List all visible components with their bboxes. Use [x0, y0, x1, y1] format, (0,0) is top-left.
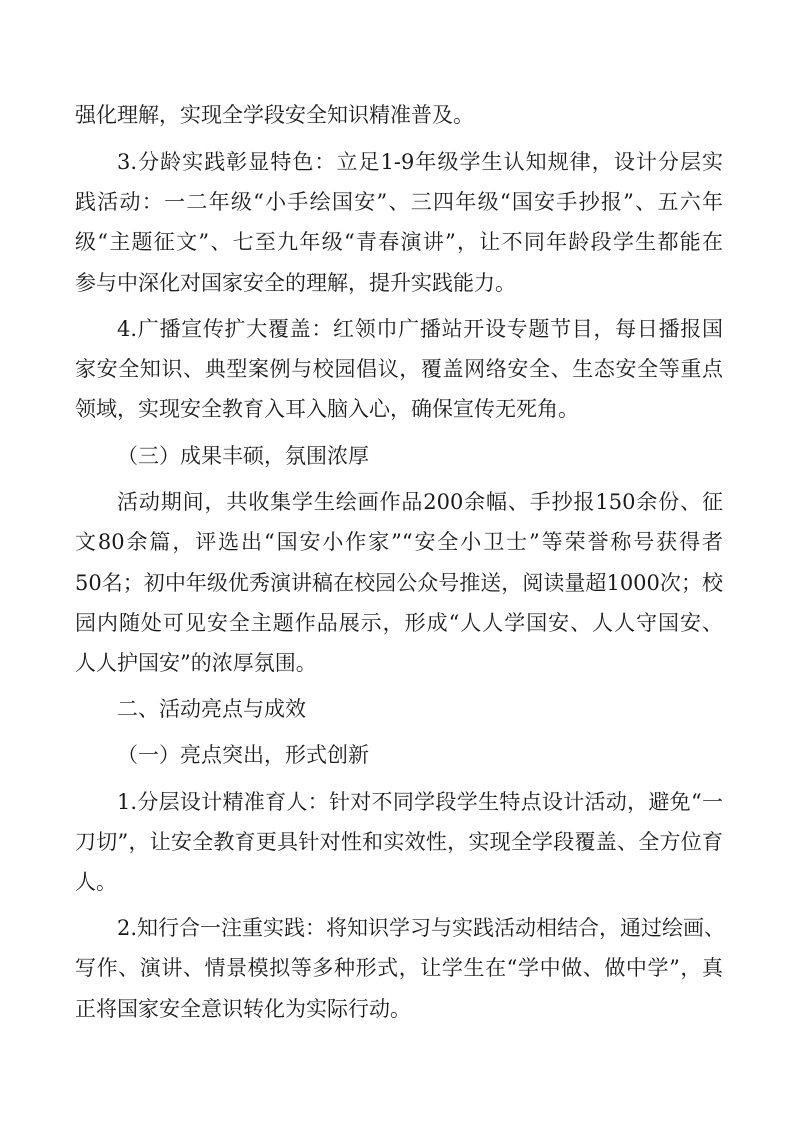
text-line: 正将国家安全意识转化为实际行动。	[75, 997, 411, 1021]
numbered-paragraph-4-title: 4.广播宣传扩大覆盖：红领巾广播站开设专题节目，每日播报国	[117, 317, 723, 341]
text-line: 领域，实现安全教育入耳入脑入心，确保宣传无死角。	[75, 397, 579, 421]
text-line: 强化理解，实现全学段安全知识精准普及。	[75, 103, 474, 127]
text-line: 级“主题征文”、七至九年级“青春演讲”，让不同年龄段学生都能在	[75, 230, 723, 254]
text-line: 人。	[75, 870, 117, 894]
numbered-paragraph-1-title: 1.分层设计精准育人：针对不同学段学生特点设计活动，避免“一	[117, 790, 723, 814]
text-line: 刀切”，让安全教育更具针对性和实效性，实现全学段覆盖、全方位育	[75, 830, 723, 854]
section-heading-innovation: （一）亮点突出，形式创新	[117, 743, 369, 767]
text-line: 参与中深化对国家安全的理解，提升实践能力。	[75, 271, 516, 295]
text-line: 活动期间，共收集学生绘画作品200余幅、手抄报150余份、征	[117, 490, 723, 514]
text-line: 践活动：一二年级“小手绘国安”、三四年级“国安手抄报”、五六年	[75, 190, 723, 214]
text-line: 写作、演讲、情景模拟等多种形式，让学生在“学中做、做中学”，真	[75, 956, 723, 980]
numbered-paragraph-2-title: 2.知行合一注重实践：将知识学习与实践活动相结合，通过绘画、	[117, 916, 726, 940]
text-line: 人人护国安”的浓厚氛围。	[75, 651, 317, 675]
chapter-heading-highlights: 二、活动亮点与成效	[117, 697, 306, 721]
section-heading-results: （三）成果丰硕，氛围浓厚	[117, 444, 369, 468]
text-line: 园内随处可见安全主题作品展示，形成“人人学国安、人人守国安、	[75, 611, 723, 635]
text-line: 50名；初中年级优秀演讲稿在校园公众号推送，阅读量超1000次；校	[75, 571, 723, 595]
numbered-paragraph-3-title: 3.分龄实践彰显特色：立足1-9年级学生认知规律，设计分层实	[117, 150, 723, 174]
text-line: 文80余篇，评选出“国安小作家”“安全小卫士”等荣誉称号获得者	[75, 530, 723, 554]
text-line: 家安全知识、典型案例与校园倡议，覆盖网络安全、生态安全等重点	[75, 357, 723, 381]
